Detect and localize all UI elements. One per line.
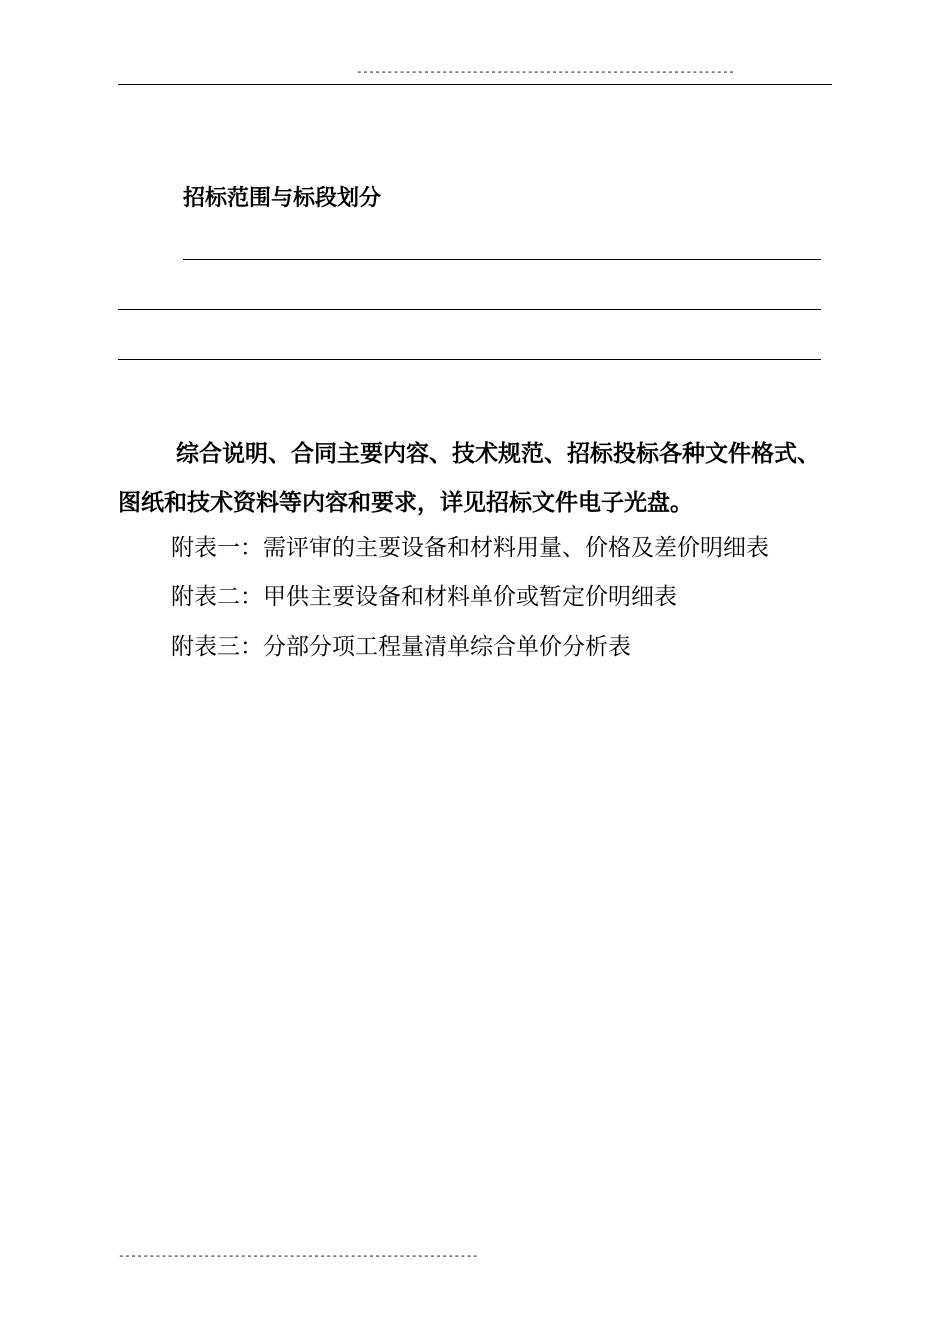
header-rule xyxy=(118,84,832,85)
appendix-item-3: 附表三：分部分项工程量清单综合单价分析表 xyxy=(171,634,631,660)
section-title: 招标范围与标段划分 xyxy=(183,186,382,211)
appendix-item-2: 附表二：甲供主要设备和材料单价或暂定价明细表 xyxy=(171,584,677,610)
header-dashes: -------------------------------------------------------------- xyxy=(356,67,735,79)
fill-in-line-3 xyxy=(118,359,821,360)
fill-in-line-1 xyxy=(183,259,821,260)
appendix-item-1: 附表一：需评审的主要设备和材料用量、价格及差价明细表 xyxy=(171,535,769,561)
footer-dashes: ----------------------------------------------------------- xyxy=(118,1251,478,1263)
fill-in-line-2 xyxy=(118,309,821,310)
body-paragraph: 综合说明、合同主要内容、技术规范、招标投标各种文件格式、图纸和技术资料等内容和要求，详见招标文件电子光盘。 xyxy=(118,441,820,516)
